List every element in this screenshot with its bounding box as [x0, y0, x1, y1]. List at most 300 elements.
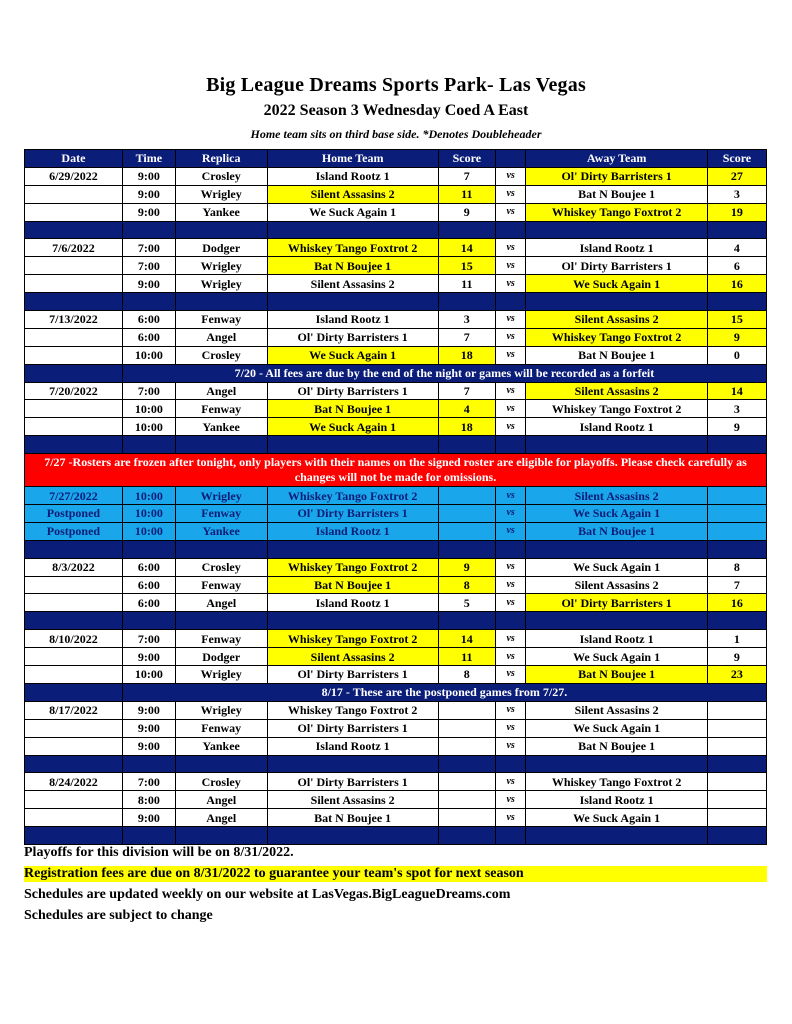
spacer-cell: [526, 540, 707, 558]
away-team: Island Rootz 1: [526, 239, 707, 257]
field-replica: Crosley: [175, 773, 267, 791]
spacer-cell: [267, 755, 438, 773]
col-header-home-score: Score: [438, 150, 495, 168]
game-date: 7/27/2022: [25, 487, 123, 505]
vs-label: vs: [495, 382, 526, 400]
spacer-cell: [175, 755, 267, 773]
game-time: 9:00: [122, 185, 175, 203]
game-date: [25, 185, 123, 203]
home-score: 8: [438, 666, 495, 684]
game-date: [25, 257, 123, 275]
game-row: [25, 773, 767, 791]
home-team-note: Home team sits on third base side. *Denotes Doubleheader: [250, 127, 542, 141]
field-replica: Fenway: [175, 505, 267, 523]
away-team: We Suck Again 1: [526, 719, 707, 737]
field-replica: Angel: [175, 809, 267, 827]
vs-label: vs: [495, 311, 526, 329]
spacer-cell: [267, 221, 438, 239]
game-row: [25, 809, 767, 827]
postponed-game-row: [25, 487, 767, 505]
spacer-cell: [175, 293, 267, 311]
field-replica: Wrigley: [175, 487, 267, 505]
field-replica: Crosley: [175, 558, 267, 576]
game-date: [25, 328, 123, 346]
field-replica: Yankee: [175, 418, 267, 436]
spacer-cell: [122, 293, 175, 311]
home-score: 11: [438, 275, 495, 293]
home-team: Whiskey Tango Foxtrot 2: [267, 630, 438, 648]
field-replica: Wrigley: [175, 666, 267, 684]
away-score: [707, 773, 766, 791]
vs-label: vs: [495, 630, 526, 648]
game-time: 8:00: [122, 791, 175, 809]
away-score: [707, 791, 766, 809]
vs-label: vs: [495, 418, 526, 436]
away-team: Silent Assasins 2: [526, 576, 707, 594]
game-row: [25, 737, 767, 755]
field-replica: Yankee: [175, 737, 267, 755]
col-header-replica: Replica: [175, 150, 267, 168]
vs-label: vs: [495, 522, 526, 540]
home-team: Bat N Boujee 1: [267, 576, 438, 594]
home-score: 8: [438, 576, 495, 594]
game-time: 9:00: [122, 701, 175, 719]
game-time: 10:00: [122, 400, 175, 418]
away-team: Bat N Boujee 1: [526, 185, 707, 203]
home-team: Silent Assasins 2: [267, 648, 438, 666]
game-row: [25, 558, 767, 576]
home-score: 11: [438, 648, 495, 666]
spacer-cell: [25, 293, 123, 311]
game-row: [25, 311, 767, 329]
away-score: 8: [707, 558, 766, 576]
away-team: Ol' Dirty Barristers 1: [526, 167, 707, 185]
game-row: [25, 791, 767, 809]
subject-to-change-note: Schedules are subject to change: [24, 908, 213, 923]
home-score: 18: [438, 418, 495, 436]
spacer-cell: [267, 612, 438, 630]
spacer-row: [25, 827, 767, 845]
spacer-cell: [122, 755, 175, 773]
website-note: Schedules are updated weekly on our website at LasVegas.BigLeagueDreams.com: [24, 887, 511, 902]
field-replica: Fenway: [175, 719, 267, 737]
field-replica: Wrigley: [175, 185, 267, 203]
game-time: 10:00: [122, 418, 175, 436]
home-team: Island Rootz 1: [267, 594, 438, 612]
spacer-cell: [267, 827, 438, 845]
game-row: [25, 418, 767, 436]
schedule-table: [24, 149, 767, 845]
game-date: [25, 418, 123, 436]
game-row: [25, 239, 767, 257]
game-row: [25, 167, 767, 185]
away-team: Bat N Boujee 1: [526, 737, 707, 755]
vs-label: vs: [495, 487, 526, 505]
game-row: [25, 576, 767, 594]
home-score: [438, 809, 495, 827]
home-score: 5: [438, 594, 495, 612]
away-team: We Suck Again 1: [526, 558, 707, 576]
home-score: 4: [438, 400, 495, 418]
away-team: Bat N Boujee 1: [526, 666, 707, 684]
away-score: 3: [707, 400, 766, 418]
spacer-cell: [495, 436, 526, 454]
spacer-cell: [25, 755, 123, 773]
away-team: Silent Assasins 2: [526, 311, 707, 329]
roster-notice-row: [25, 454, 767, 487]
vs-label: vs: [495, 257, 526, 275]
home-team: Whiskey Tango Foxtrot 2: [267, 487, 438, 505]
game-row: [25, 400, 767, 418]
game-row: [25, 346, 767, 364]
game-date: [25, 594, 123, 612]
spacer-cell: [122, 221, 175, 239]
vs-label: vs: [495, 558, 526, 576]
spacer-cell: [526, 221, 707, 239]
away-score: [707, 719, 766, 737]
field-replica: Yankee: [175, 203, 267, 221]
field-replica: Wrigley: [175, 275, 267, 293]
game-row: [25, 185, 767, 203]
registration-note: Registration fees are due on 8/31/2022 to guarantee your team's spot for next season: [24, 866, 767, 882]
spacer-cell: [175, 221, 267, 239]
spacer-cell: [122, 540, 175, 558]
field-replica: Wrigley: [175, 701, 267, 719]
away-team: Bat N Boujee 1: [526, 522, 707, 540]
home-score: 7: [438, 167, 495, 185]
home-team: We Suck Again 1: [267, 418, 438, 436]
spacer-cell: [175, 612, 267, 630]
away-score: 16: [707, 275, 766, 293]
spacer-cell: [707, 755, 766, 773]
game-time: 6:00: [122, 328, 175, 346]
home-team: Whiskey Tango Foxtrot 2: [267, 701, 438, 719]
away-team: Silent Assasins 2: [526, 701, 707, 719]
game-row: [25, 257, 767, 275]
spacer-cell: [438, 436, 495, 454]
game-time: 10:00: [122, 505, 175, 523]
vs-label: vs: [495, 400, 526, 418]
away-score: 1: [707, 630, 766, 648]
roster-notice-text: 7/27 -Rosters are frozen after tonight, only players with their names on the signed roster are eligible for playoffs. Please check carefully as changes will not be made for omissions.: [25, 454, 767, 487]
home-team: Whiskey Tango Foxtrot 2: [267, 239, 438, 257]
game-date: Postponed: [25, 522, 123, 540]
game-time: 9:00: [122, 648, 175, 666]
home-score: 3: [438, 311, 495, 329]
away-team: Whiskey Tango Foxtrot 2: [526, 203, 707, 221]
game-time: 7:00: [122, 630, 175, 648]
home-score: [438, 701, 495, 719]
home-score: 9: [438, 203, 495, 221]
away-score: [707, 701, 766, 719]
home-score: 7: [438, 382, 495, 400]
away-score: 0: [707, 346, 766, 364]
away-team: We Suck Again 1: [526, 648, 707, 666]
field-replica: Angel: [175, 791, 267, 809]
home-team: Ol' Dirty Barristers 1: [267, 505, 438, 523]
away-team: Ol' Dirty Barristers 1: [526, 257, 707, 275]
postponed-game-row: [25, 522, 767, 540]
vs-label: vs: [495, 701, 526, 719]
spacer-cell: [707, 827, 766, 845]
vs-label: vs: [495, 328, 526, 346]
spacer-cell: [526, 612, 707, 630]
field-replica: Fenway: [175, 400, 267, 418]
game-date: 8/3/2022: [25, 558, 123, 576]
game-date: 8/10/2022: [25, 630, 123, 648]
away-score: 7: [707, 576, 766, 594]
away-team: Silent Assasins 2: [526, 487, 707, 505]
game-time: 9:00: [122, 167, 175, 185]
game-time: 9:00: [122, 203, 175, 221]
game-time: 9:00: [122, 719, 175, 737]
game-date: 7/6/2022: [25, 239, 123, 257]
spacer-cell: [25, 221, 123, 239]
away-team: We Suck Again 1: [526, 275, 707, 293]
game-time: 7:00: [122, 257, 175, 275]
game-date: 8/17/2022: [25, 701, 123, 719]
game-time: 10:00: [122, 487, 175, 505]
game-row: [25, 701, 767, 719]
announcement-text: 7/20 - All fees are due by the end of the night or games will be recorded as a forfeit: [122, 364, 766, 382]
away-team: Island Rootz 1: [526, 418, 707, 436]
vs-label: vs: [495, 239, 526, 257]
field-replica: Yankee: [175, 522, 267, 540]
home-score: 7: [438, 328, 495, 346]
vs-label: vs: [495, 719, 526, 737]
spacer-cell: [25, 540, 123, 558]
spacer-cell: [526, 436, 707, 454]
postponed-game-row: [25, 505, 767, 523]
field-replica: Angel: [175, 328, 267, 346]
away-score: 14: [707, 382, 766, 400]
col-header-away-score: Score: [707, 150, 766, 168]
field-replica: Crosley: [175, 167, 267, 185]
away-score: 6: [707, 257, 766, 275]
game-time: 10:00: [122, 666, 175, 684]
game-date: [25, 737, 123, 755]
game-time: 7:00: [122, 773, 175, 791]
game-row: [25, 630, 767, 648]
game-row: [25, 382, 767, 400]
spacer-cell: [495, 612, 526, 630]
field-replica: Fenway: [175, 576, 267, 594]
game-time: 10:00: [122, 346, 175, 364]
game-date: [25, 666, 123, 684]
vs-label: vs: [495, 576, 526, 594]
vs-label: vs: [495, 773, 526, 791]
home-team: Island Rootz 1: [267, 737, 438, 755]
spacer-row: [25, 221, 767, 239]
spacer-cell: [707, 293, 766, 311]
away-score: 27: [707, 167, 766, 185]
spacer-cell: [526, 755, 707, 773]
spacer-cell: [438, 827, 495, 845]
game-date: [25, 275, 123, 293]
spacer-cell: [267, 540, 438, 558]
table-header-row: [25, 150, 767, 168]
away-score: 23: [707, 666, 766, 684]
away-score: [707, 505, 766, 523]
spacer-cell: [122, 612, 175, 630]
home-score: 14: [438, 239, 495, 257]
home-team: Island Rootz 1: [267, 522, 438, 540]
game-time: 9:00: [122, 809, 175, 827]
away-score: 9: [707, 328, 766, 346]
game-row: [25, 328, 767, 346]
game-row: [25, 648, 767, 666]
home-team: Ol' Dirty Barristers 1: [267, 382, 438, 400]
vs-label: vs: [495, 167, 526, 185]
away-team: Island Rootz 1: [526, 791, 707, 809]
spacer-cell: [438, 755, 495, 773]
home-score: [438, 487, 495, 505]
field-replica: Angel: [175, 382, 267, 400]
announcement-row: [25, 683, 767, 701]
field-replica: Dodger: [175, 239, 267, 257]
spacer-row: [25, 612, 767, 630]
away-score: [707, 809, 766, 827]
spacer-cell: [707, 221, 766, 239]
game-row: [25, 719, 767, 737]
spacer-cell: [25, 827, 123, 845]
away-team: Whiskey Tango Foxtrot 2: [526, 773, 707, 791]
game-time: 6:00: [122, 311, 175, 329]
game-row: [25, 666, 767, 684]
home-team: We Suck Again 1: [267, 203, 438, 221]
spacer-cell: [438, 221, 495, 239]
game-date: Postponed: [25, 505, 123, 523]
home-score: [438, 719, 495, 737]
home-team: Bat N Boujee 1: [267, 400, 438, 418]
home-score: 15: [438, 257, 495, 275]
col-header-home-team: Home Team: [267, 150, 438, 168]
game-time: 7:00: [122, 382, 175, 400]
field-replica: Wrigley: [175, 257, 267, 275]
spacer-cell: [175, 827, 267, 845]
game-date: [25, 791, 123, 809]
field-replica: Angel: [175, 594, 267, 612]
game-row: [25, 203, 767, 221]
game-row: [25, 275, 767, 293]
page-title: Big League Dreams Sports Park- Las Vegas: [206, 74, 586, 96]
game-date: [25, 400, 123, 418]
spacer-cell: [438, 293, 495, 311]
spacer-row: [25, 436, 767, 454]
home-team: Silent Assasins 2: [267, 275, 438, 293]
away-score: [707, 487, 766, 505]
field-replica: Fenway: [175, 630, 267, 648]
spacer-cell: [495, 293, 526, 311]
home-score: [438, 791, 495, 809]
spacer-cell: [495, 540, 526, 558]
spacer-cell: [267, 436, 438, 454]
vs-label: vs: [495, 275, 526, 293]
spacer-cell: [267, 293, 438, 311]
spacer-row: [25, 755, 767, 773]
away-team: Bat N Boujee 1: [526, 346, 707, 364]
game-time: 6:00: [122, 558, 175, 576]
vs-label: vs: [495, 791, 526, 809]
away-score: 19: [707, 203, 766, 221]
home-team: Island Rootz 1: [267, 167, 438, 185]
vs-label: vs: [495, 203, 526, 221]
game-date: 7/20/2022: [25, 382, 123, 400]
away-score: 9: [707, 418, 766, 436]
game-time: 10:00: [122, 522, 175, 540]
season-subtitle: 2022 Season 3 Wednesday Coed A East: [263, 102, 529, 119]
home-team: Ol' Dirty Barristers 1: [267, 719, 438, 737]
vs-label: vs: [495, 737, 526, 755]
home-team: Island Rootz 1: [267, 311, 438, 329]
home-team: Ol' Dirty Barristers 1: [267, 773, 438, 791]
spacer-cell: [495, 755, 526, 773]
home-score: 18: [438, 346, 495, 364]
announcement-blank: [25, 683, 123, 701]
away-score: [707, 737, 766, 755]
home-team: Silent Assasins 2: [267, 791, 438, 809]
announcement-text: 8/17 - These are the postponed games from 7/27.: [122, 683, 766, 701]
spacer-row: [25, 540, 767, 558]
home-team: We Suck Again 1: [267, 346, 438, 364]
home-score: [438, 737, 495, 755]
vs-label: vs: [495, 346, 526, 364]
vs-label: vs: [495, 594, 526, 612]
away-team: We Suck Again 1: [526, 809, 707, 827]
announcement-blank: [25, 364, 123, 382]
home-score: [438, 522, 495, 540]
home-team: Silent Assasins 2: [267, 185, 438, 203]
home-score: 9: [438, 558, 495, 576]
spacer-cell: [122, 827, 175, 845]
col-header-date: Date: [25, 150, 123, 168]
away-score: 3: [707, 185, 766, 203]
spacer-cell: [25, 436, 123, 454]
game-time: 7:00: [122, 239, 175, 257]
spacer-cell: [175, 436, 267, 454]
game-date: [25, 719, 123, 737]
spacer-cell: [707, 436, 766, 454]
away-score: 15: [707, 311, 766, 329]
game-date: [25, 576, 123, 594]
vs-label: vs: [495, 648, 526, 666]
away-team: We Suck Again 1: [526, 505, 707, 523]
away-team: Whiskey Tango Foxtrot 2: [526, 328, 707, 346]
col-header-time: Time: [122, 150, 175, 168]
game-date: [25, 346, 123, 364]
away-score: 16: [707, 594, 766, 612]
away-team: Ol' Dirty Barristers 1: [526, 594, 707, 612]
home-team: Bat N Boujee 1: [267, 257, 438, 275]
home-score: 11: [438, 185, 495, 203]
home-team: Ol' Dirty Barristers 1: [267, 666, 438, 684]
away-team: Whiskey Tango Foxtrot 2: [526, 400, 707, 418]
game-time: 6:00: [122, 594, 175, 612]
spacer-cell: [438, 540, 495, 558]
field-replica: Crosley: [175, 346, 267, 364]
col-header-away-team: Away Team: [526, 150, 707, 168]
game-row: [25, 594, 767, 612]
home-team: Ol' Dirty Barristers 1: [267, 328, 438, 346]
spacer-row: [25, 293, 767, 311]
vs-label: vs: [495, 185, 526, 203]
game-date: [25, 809, 123, 827]
home-score: [438, 505, 495, 523]
home-score: 14: [438, 630, 495, 648]
spacer-cell: [175, 540, 267, 558]
announcement-row: [25, 364, 767, 382]
away-score: [707, 522, 766, 540]
